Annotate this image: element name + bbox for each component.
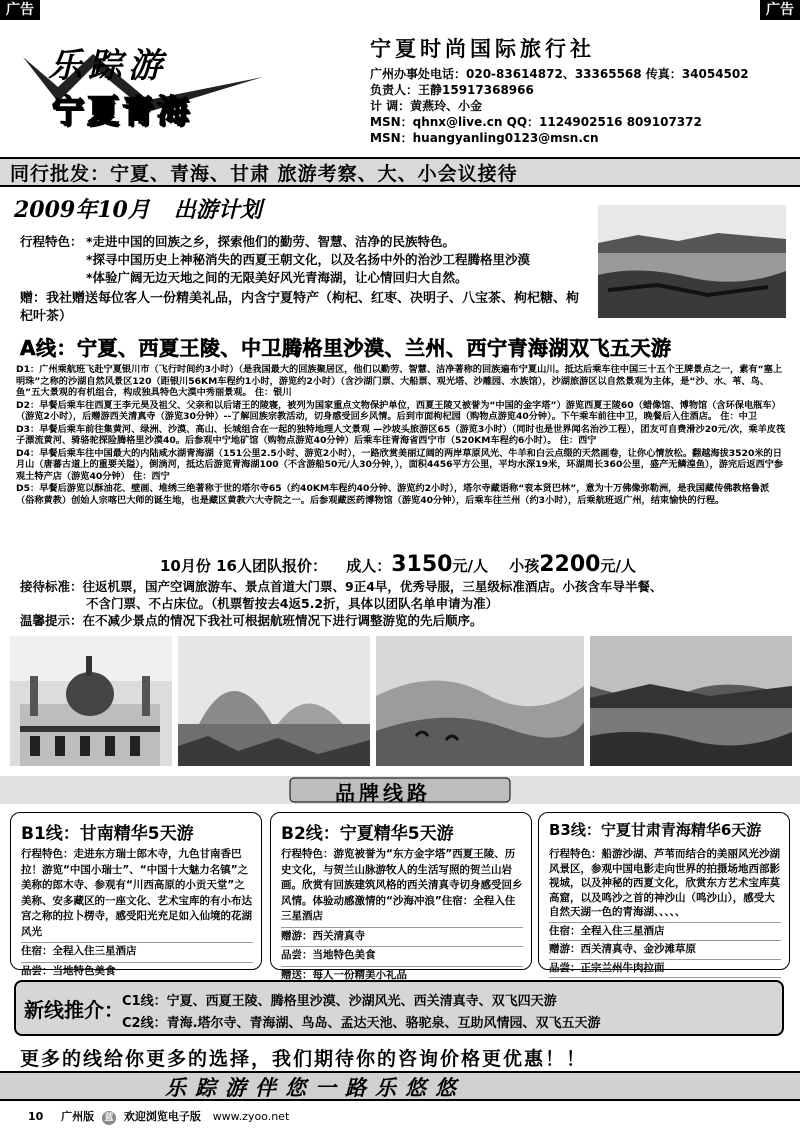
lake-photo (598, 205, 786, 318)
itinerary (16, 364, 786, 507)
itinerary-day-4: D4：早餐后乘车往中国最大的内陆咸水湖青海湖（151公里2.5小时、游览2小时），一路欣赏美丽辽阔的两岸草原风光、牛羊和白云点缀的天然画卷，让你心情放松。翻越海拔3520米的日月山（唐蕃古道上的重要关隘），倒淌河，抵达后游览青海湖100（不含游船50元/人30分钟，），面积4456平方公里，平均水深19米，环湖周长360公里，盛产无鳞湟鱼），游完后返西宁参观土特产店（游览40分钟） 住：西宁 (16, 447, 784, 482)
contact-msn-2: MSN：huangyanling0123@msn.cn (370, 131, 599, 145)
tombs-photo (178, 636, 370, 766)
footer (28, 1108, 289, 1125)
route-b2-title: B2线：宁夏精华5天游 (281, 824, 454, 844)
desert-photo (376, 636, 584, 766)
ad-tag-left: 广告 (0, 0, 40, 20)
route-b3-title: B3线：宁夏甘肃青海精华6天游 (549, 821, 762, 839)
route-b2-body (281, 847, 523, 983)
standard-line-1 (20, 578, 662, 595)
features-label: 行程特色： (20, 234, 83, 249)
adult-unit: 元/人 (452, 557, 488, 575)
route-b2-food: 品尝：当地特色美食 (281, 946, 523, 964)
price-line (160, 552, 636, 577)
footer-badge: 蓝 (102, 1111, 116, 1125)
route-card-b3 (538, 812, 790, 974)
footer-page: 10 (28, 1110, 44, 1123)
route-b3-stay: 住宿：全程入住三星酒店 (549, 922, 781, 939)
notice-line (20, 612, 483, 629)
route-card-b1 (10, 812, 262, 977)
contact-planner: 计 调：黄燕玲、小金 (370, 99, 483, 113)
footer-welcome: 欢迎浏览电子版 (123, 1110, 201, 1123)
child-price: 2200 (539, 552, 601, 577)
footer-url[interactable]: www.zyoo.net (212, 1110, 290, 1123)
agency-name: 宁夏时尚国际旅行社 (370, 37, 595, 61)
route-b2-gift-stay: 赠游：西关清真寺 (281, 927, 523, 945)
route-b2-feature: 行程特色：游览被誉为“东方金字塔”西夏王陵、历史文化，与贺兰山脉游牧人的生活写照的贺兰山岩画。欣赏有回族建筑风格的西关清真寺切身感受回乡风情。体验动感激情的“沙海冲浪”住宿：全程入住三星酒店 (281, 848, 523, 922)
slogan-text: 乐踪游伴您一路乐悠悠 (165, 1076, 465, 1100)
new-route-c1: C1线：宁夏、西夏王陵、腾格里沙漠、沙湖风光、西关清真寺、双飞四天游 (122, 994, 557, 1009)
new-routes-box (14, 980, 784, 1036)
itinerary-day-3: D3：早餐后乘车前往集黄河、绿洲、沙漠、高山、长城组合在一起的独特地理人文景观 —沙坡头旅游区65（游览3小时）（同时也是世界闻名治沙工程），团友可自费滑沙20元/次，乘羊皮筏子漂流黄河、骑骆驼探险腾格里沙漠40。后参观中宁地矿馆（购物点游览40分钟）后乘车往青海省西宁市（520KM车程约6小时）。 住：西宁 (16, 423, 786, 446)
adult-price: 3150 (391, 552, 453, 577)
wholesale-banner: 同行批发：宁夏、青海、甘肃 旅游考察、大、小会议接待 (0, 157, 800, 187)
route-b1-feature: 行程特色：走进东方瑞士郎木寺，九色甘南香巴拉！游览“中国小瑞士”、“中国十大魅力名镇”之美称的郎木寺、参观有“川西高原的小贡天堂”之美称、安多藏区的一座文化、艺术宝库的有小布达宫之称的拉卜楞寺，感受阳光充足如入仙境的花湖风光 (21, 848, 252, 938)
plan-title-sub: 出游计划 (173, 197, 262, 223)
feature-item-2: *探寻中国历史上神秘消失的西夏王朝文化，以及名扬中外的治沙工程腾格里沙漠 (86, 252, 531, 267)
itinerary-day-5: D5：早餐后游览以酥油花、壁画、堆绣三绝著称于世的塔尔寺65（约40KM车程约40分钟、游览约2小时），塔尔寺藏语称“衮本贤巴林”，意为十万佛像弥勒洲，是我国藏传佛教格鲁派（俗称黄教）创始人宗喀巴大师的诞生地，也是藏区黄教六大寺院之一。后参观藏医药博物馆（游览40分钟），后乘车往兰州（约3小时），后乘航班返广州，结束愉快的行程。 (16, 483, 770, 506)
ad-tag-right: 广告 (760, 0, 800, 20)
logo-main: 乐踪游 (48, 46, 168, 86)
itinerary-day-2: D2：早餐后乘车往西夏王李元昊及祖父、父亲和以后诸王的陵寝，被列为国家重点文物保护单位，西夏王陵又被誉为“中国的金字塔”）游览西夏王陵60（蜡像馆、博物馆（含环保电瓶车）（游览2小时），后赠游西关清真寺（游览30分钟）--了解回族宗教活动，切身感受回乡风情。后到市面枸杞园（购物点游览40分钟）。下午乘车前往中卫，晚餐后入住酒店。 住：中卫 (16, 399, 781, 422)
route-b3-feature: 行程特色：船游沙湖、芦苇而结合的美丽风光沙湖风景区，参观中国电影走向世界的拍摄场地西部影视城，以及神秘的西夏文化，欣赏东方艺术宝库莫高窟，以及鸣沙之首的神沙山（鸣沙山），感受大自然天湖一色的青海湖、、、、、 (549, 848, 780, 918)
more-choices-text: 更多的线给你更多的选择，我们期待你的咨询价格更优惠！！ (20, 1048, 588, 1070)
route-b1-stay: 住宿：全程入住三星酒店 (21, 942, 253, 960)
logo-sub: 宁夏青海 (52, 92, 193, 130)
plan-title (14, 193, 262, 224)
route-b3-body (549, 847, 781, 994)
footer-edition: 广州版 (61, 1110, 95, 1123)
standard-label: 接待标准： (20, 579, 83, 594)
gift-note: 赠：我社赠送每位客人一份精美礼品，内含宁夏特产（枸杞、红枣、决明子、八宝茶、枸杞糖、枸杞叶茶） (20, 291, 580, 324)
mosque-photo (10, 636, 172, 766)
notice-label: 温馨提示： (20, 613, 83, 628)
itinerary-day-1: D1：广州乘航班飞赴宁夏银川市（飞行时间约3小时）（是我国最大的回族聚居区，他们以勤劳、智慧、洁净著称的回族遍布宁夏山川。抵达后乘车往中国三十五个王牌景点之一，素有“塞上明珠”之称的沙湖自然风景区120（距银川56KM车程约1小时，游览约2小时）（含沙湖门票、大船票、观光塔、沙雕园、水族馆），沙湖旅游区以自然景观为主体，是“沙、水、苇、鸟、鱼”五大景观的有机组合，构成独具特色大漠中秀丽景观。 住：银川 (16, 364, 783, 398)
contact-msn-qq: MSN：qhnx@live.cn QQ：1124902516 809107372 (370, 115, 702, 129)
price-label: 10月份 16人团队报价： (160, 557, 327, 575)
contact-manager: 负责人：王静15917368966 (370, 83, 534, 97)
child-label: 小孩 (509, 557, 540, 575)
notice-text: 在不减少景点的情况下我社可根据航班情况下进行调整游览的先后顺序。 (82, 613, 483, 628)
route-b1-food: 品尝：当地特色美食 (21, 962, 253, 980)
plan-title-date: 2009年10月 (14, 197, 150, 223)
standard-text: 往返机票，国产空调旅游车、景点首道大门票、9正4早，优秀导服，三星级标准酒店。小孩含车导半餐、 (82, 579, 663, 594)
route-b1-title: B1线：甘南精华5天游 (21, 824, 194, 844)
child-unit: 元/人 (600, 557, 636, 575)
contact-phone: 广州办事处电话：020-83614872、33365568 传真：34054502 (370, 67, 749, 81)
standard-line-2: 不含门票、不占床位。（机票暂按去4返5.2折，具体以团队名单申请为准） (86, 596, 499, 611)
adult-label: 成人： (346, 557, 392, 575)
brand-title: 品牌线路 (335, 781, 431, 805)
grassland-photo (590, 636, 792, 766)
route-card-b2 (270, 812, 532, 981)
feature-item-3: *体验广阔无边天地之间的无限美好风光青海湖，让心情回归大自然。 (86, 270, 468, 285)
new-route-c2: C2线：青海.塔尔寺、青海湖、鸟岛、孟达天池、骆驼泉、互助风情园、双飞五天游 (122, 1016, 601, 1031)
feature-item-1: *走进中国的回族之乡，探索他们的勤劳、智慧、洁净的民族特色。 (86, 234, 456, 249)
route-b3-food: 品尝：正宗兰州牛肉拉面 (549, 959, 781, 976)
route-b3-gift-stay: 赠游：西关清真寺、金沙滩草原 (549, 940, 781, 957)
route-b1-body (21, 847, 253, 979)
route-b2-gift: 赠送：每人一份精美小礼品 (281, 966, 523, 984)
new-routes-label: 新线推介： (24, 998, 124, 1022)
route-a-title: A线：宁夏、西夏王陵、中卫腾格里沙漠、兰州、西宁青海湖双飞五天游 (20, 336, 672, 360)
